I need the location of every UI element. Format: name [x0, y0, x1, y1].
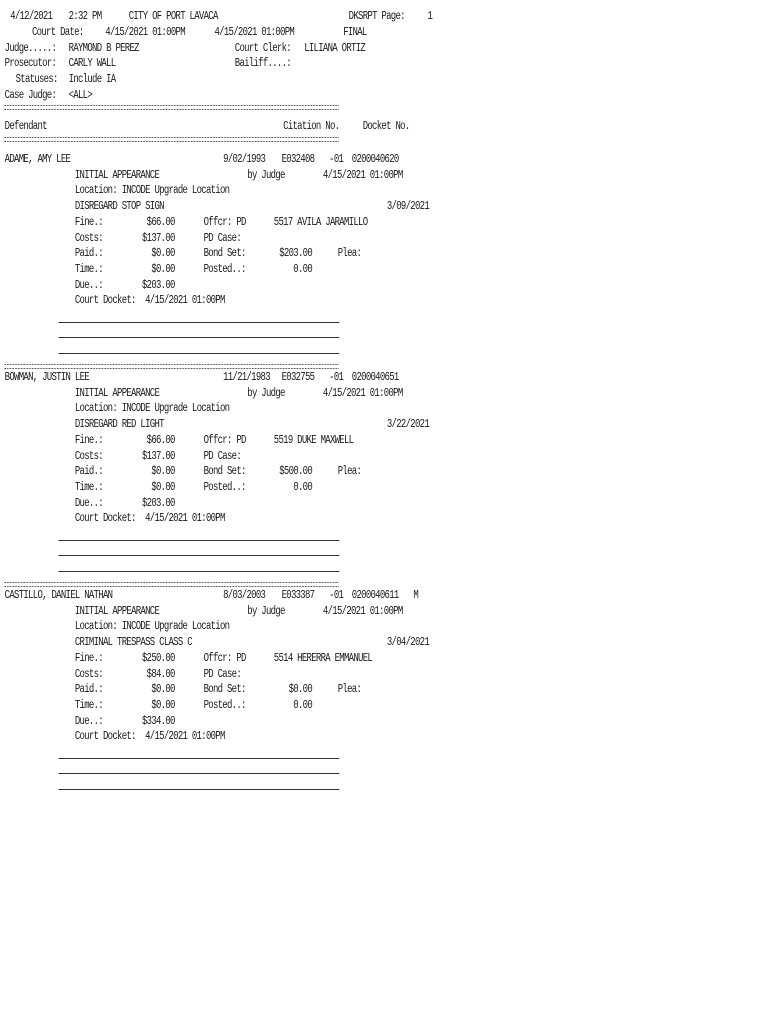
defendant-dob: 11/21/1983 — [223, 371, 270, 384]
defendant-dob: 8/03/2003 — [223, 589, 266, 602]
citation-number: E032755 — [281, 371, 315, 384]
offense-date: 3/22/2021 — [386, 418, 430, 432]
bond-set-label: Bond Set: — [203, 465, 246, 479]
signature-line — [58, 571, 339, 572]
bond-set-amount: $0.00 — [274, 683, 313, 697]
report-time: 2:32 PM — [68, 10, 102, 23]
bond-set-label: Bond Set: — [203, 247, 246, 261]
officer-dept: Offcr: PD — [203, 215, 246, 229]
paid-amount: $0.00 — [137, 247, 175, 261]
citation-number: E033387 — [281, 589, 315, 602]
posted-amount: 0.00 — [274, 698, 313, 712]
time-label: Time.: — [74, 262, 103, 276]
officer-dept: Offcr: PD — [203, 433, 246, 447]
due-label: Due..: — [74, 714, 103, 728]
case-flag: M — [413, 589, 419, 602]
officer-name: 5514 HERERRA EMMANUEL — [273, 651, 373, 665]
costs-label: Costs: — [74, 667, 103, 681]
hearing-location: Location: INCODE Upgrade Location — [74, 620, 230, 634]
pd-case: PD Case: — [203, 667, 246, 681]
posted-amount: 0.00 — [274, 262, 313, 276]
hearing-date: 4/15/2021 01:00PM — [322, 386, 403, 400]
fine-amount: $66.00 — [137, 433, 175, 447]
costs-amount: $84.00 — [137, 667, 175, 681]
column-header-defendant: Defendant — [4, 120, 47, 133]
citation-suffix: -01 — [329, 153, 344, 166]
hearing-location: Location: INCODE Upgrade Location — [74, 184, 230, 198]
time-amount: $0.00 — [137, 698, 175, 712]
pd-case: PD Case: — [203, 231, 246, 245]
posted-label: Posted..: — [203, 698, 246, 712]
paid-label: Paid.: — [74, 247, 103, 261]
pd-case: PD Case: — [203, 449, 246, 463]
bond-set-label: Bond Set: — [203, 683, 246, 697]
hearing-type: INITIAL APPEARANCE — [74, 386, 160, 400]
judge-name: RAYMOND B PEREZ — [68, 42, 139, 55]
paid-label: Paid.: — [74, 683, 103, 697]
offense-date: 3/04/2021 — [386, 636, 430, 650]
offense-description: DISREGARD RED LIGHT — [74, 418, 164, 432]
docket-number: 0200040651 — [351, 371, 399, 384]
citation-suffix: -01 — [329, 371, 344, 384]
hearing-date: 4/15/2021 01:00PM — [322, 168, 403, 182]
court-clerk-label: Court Clerk: — [234, 42, 291, 55]
posted-label: Posted..: — [203, 262, 246, 276]
costs-label: Costs: — [74, 231, 103, 245]
by-judge-label: by Judge — [247, 386, 285, 400]
costs-amount: $137.00 — [137, 449, 175, 463]
signature-line — [58, 789, 339, 790]
plea: Plea: — [337, 683, 366, 697]
column-header-citation: Citation No. — [283, 120, 340, 133]
defendant-dob: 9/02/1993 — [223, 153, 266, 166]
citation-number: E032408 — [281, 153, 315, 166]
posted-amount: 0.00 — [274, 480, 313, 494]
by-judge-label: by Judge — [247, 168, 285, 182]
case-judge-label: Case Judge: — [4, 89, 57, 102]
costs-label: Costs: — [74, 449, 103, 463]
column-header-separator — [5, 137, 339, 142]
case-separator — [5, 582, 339, 587]
docket-number: 0200040611 — [351, 589, 399, 602]
signature-line — [58, 773, 339, 774]
fine-label: Fine.: — [74, 433, 103, 447]
case-judge-value: <ALL> — [68, 89, 93, 102]
case-separator — [5, 364, 339, 369]
signature-line — [58, 540, 339, 541]
defendant-name: CASTILLO, DANIEL NATHAN — [4, 589, 113, 602]
defendant-name: BOWMAN, JUSTIN LEE — [4, 371, 89, 384]
header-separator — [5, 105, 339, 110]
court-docket: Court Docket: 4/15/2021 01:00PM — [74, 294, 225, 308]
citation-suffix: -01 — [329, 589, 344, 602]
report-status: FINAL — [343, 26, 367, 39]
defendant-name: ADAME, AMY LEE — [4, 153, 71, 166]
hearing-type: INITIAL APPEARANCE — [74, 168, 160, 182]
court-clerk-name: LILIANA ORTIZ — [304, 42, 366, 55]
due-amount: $203.00 — [137, 278, 175, 292]
signature-line — [58, 337, 339, 338]
due-label: Due..: — [74, 496, 103, 510]
fine-amount: $250.00 — [137, 651, 175, 665]
report-organization: CITY OF PORT LAVACA — [128, 10, 218, 23]
time-label: Time.: — [74, 480, 103, 494]
paid-amount: $0.00 — [137, 683, 175, 697]
signature-line — [58, 758, 339, 759]
court-docket: Court Docket: 4/15/2021 01:00PM — [74, 730, 225, 744]
due-amount: $203.00 — [137, 496, 175, 510]
fine-label: Fine.: — [74, 215, 103, 229]
paid-label: Paid.: — [74, 465, 103, 479]
time-amount: $0.00 — [137, 262, 175, 276]
signature-line — [58, 322, 339, 323]
time-label: Time.: — [74, 698, 103, 712]
statuses-value: Include IA — [68, 73, 116, 86]
officer-name: 5517 AVILA JARAMILLO — [273, 215, 368, 229]
column-header-docket: Docket No. — [362, 120, 410, 133]
docket-number: 0200040620 — [351, 153, 399, 166]
signature-line — [58, 555, 339, 556]
statuses-label: Statuses: — [15, 73, 58, 86]
prosecutor-label: Prosecutor: — [4, 57, 57, 70]
judge-label: Judge.....: — [4, 42, 57, 55]
court-docket: Court Docket: 4/15/2021 01:00PM — [74, 512, 225, 526]
bailiff-label: Bailiff....: — [234, 57, 291, 70]
plea: Plea: — [337, 247, 366, 261]
court-date-from: 4/15/2021 01:00PM — [105, 26, 185, 39]
hearing-location: Location: INCODE Upgrade Location — [74, 402, 230, 416]
bond-set-amount: $500.00 — [274, 465, 313, 479]
court-date-to: 4/15/2021 01:00PM — [214, 26, 295, 39]
due-label: Due..: — [74, 278, 103, 292]
hearing-type: INITIAL APPEARANCE — [74, 604, 160, 618]
officer-name: 5519 DUKE MAXWELL — [273, 433, 354, 447]
bond-set-amount: $203.00 — [274, 247, 313, 261]
offense-description: CRIMINAL TRESPASS CLASS C — [74, 636, 192, 650]
report-page-number: 1 — [427, 10, 433, 23]
time-amount: $0.00 — [137, 480, 175, 494]
offense-date: 3/09/2021 — [386, 200, 430, 214]
prosecutor-name: CARLY WALL — [68, 57, 116, 70]
by-judge-label: by Judge — [247, 604, 285, 618]
report-page-label: DKSRPT Page: — [348, 10, 405, 23]
hearing-date: 4/15/2021 01:00PM — [322, 604, 403, 618]
officer-dept: Offcr: PD — [203, 651, 246, 665]
court-date-label: Court Date: — [31, 26, 84, 39]
offense-description: DISREGARD STOP SIGN — [74, 200, 164, 214]
report-date: 4/12/2021 — [10, 10, 53, 23]
signature-line — [58, 353, 339, 354]
paid-amount: $0.00 — [137, 465, 175, 479]
fine-amount: $66.00 — [137, 215, 175, 229]
plea: Plea: — [337, 465, 366, 479]
posted-label: Posted..: — [203, 480, 246, 494]
due-amount: $334.00 — [137, 714, 175, 728]
costs-amount: $137.00 — [137, 231, 175, 245]
fine-label: Fine.: — [74, 651, 103, 665]
